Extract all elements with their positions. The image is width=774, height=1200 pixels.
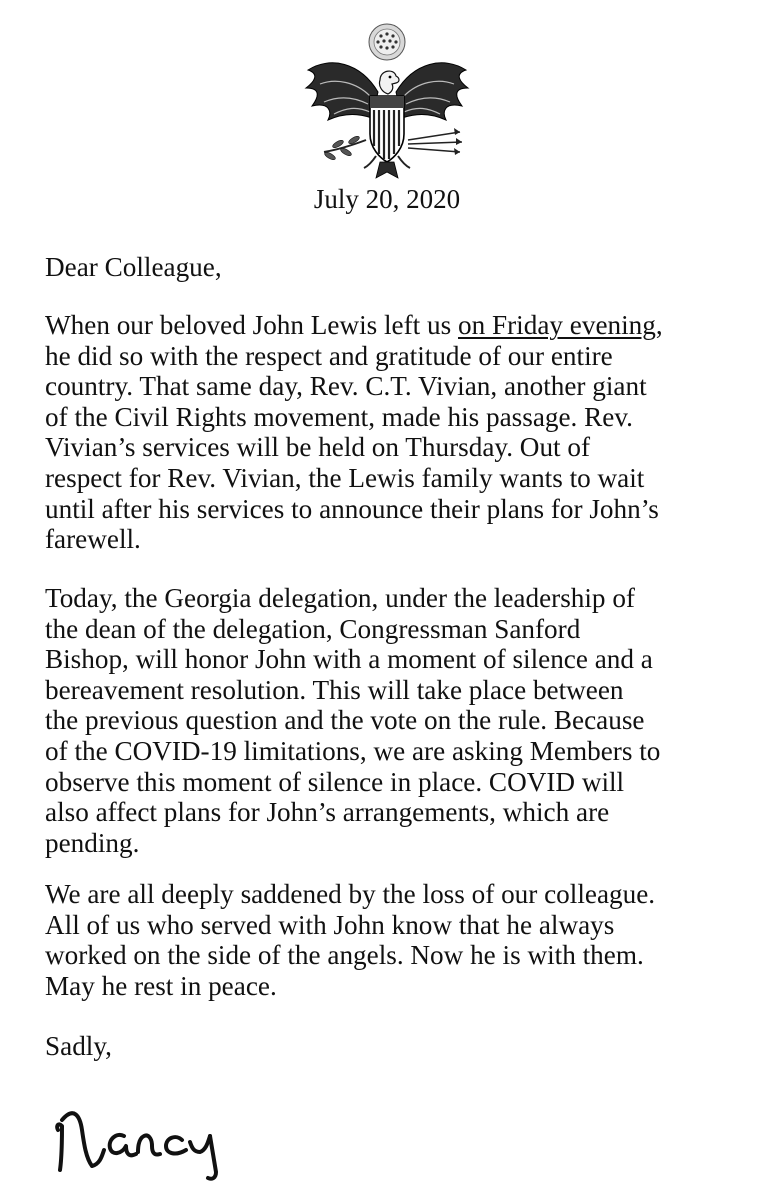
great-seal-eagle-icon <box>300 22 474 180</box>
sunburst <box>369 24 405 60</box>
paragraph-1 <box>45 310 765 555</box>
handwritten-signature <box>40 1086 260 1186</box>
paragraph-1-rest: , he did so with the respect and gratitude of our entire country. That same day, Rev. C.T. Vivian, another giant of the Civil Rights movement, made his passage. Rev. Vivian’s services will be held on Thursday. Out of respect for Rev. Vivian, the Lewis family wants to wait until after his services to announce their plans for John’s farewell. <box>45 310 663 555</box>
underlined-text-friday-evening: on Friday evening <box>458 310 656 340</box>
paragraph-3: We are all deeply saddened by the loss of our colleague. All of us who served with John know that he always worked on the side of the angels. Now he is with them. May he rest in peace. <box>45 879 656 1001</box>
salutation: Dear Colleague, <box>45 252 222 282</box>
letter-date: July 20, 2020 <box>313 184 461 214</box>
closing: Sadly, <box>45 1031 112 1061</box>
paragraph-2: Today, the Georgia delegation, under the leadership of the dean of the delegation, Congressman Sanford Bishop, will honor John with a moment of silence and a bereavement resolution. This will take place between the previous question and the vote on the rule. Because of the COVID-19 limitations, we are asking Members to observe this moment of silence in place. COVID will also affect plans for John’s arrangements, which are pending. <box>45 583 661 858</box>
paragraph-1-lead: When our beloved John Lewis left us <box>45 310 459 340</box>
